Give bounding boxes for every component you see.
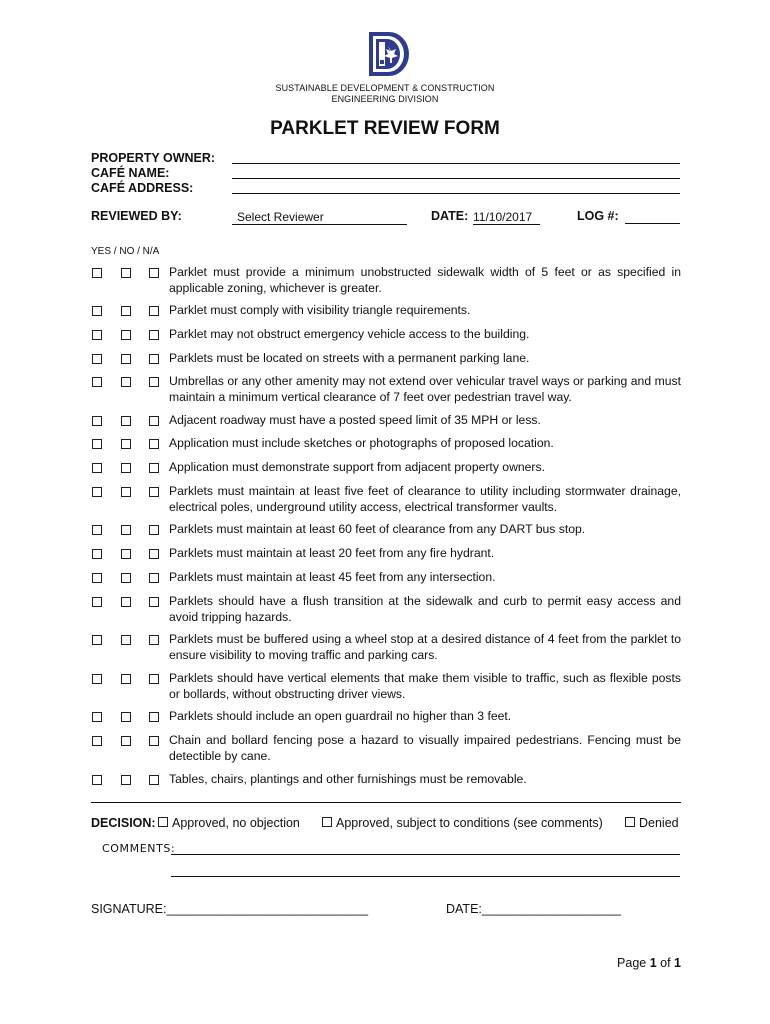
na-checkbox[interactable] (149, 736, 159, 746)
checklist-item-text: Parklets should have a flush transition at the sidewalk and curb to permit easy access and avoid tripping hazards. (169, 594, 681, 624)
no-checkbox[interactable] (121, 354, 131, 364)
yes-checkbox[interactable] (92, 463, 102, 473)
yes-checkbox[interactable] (92, 712, 102, 722)
decision-conditional-option[interactable] (322, 816, 603, 830)
comments-field-line-2[interactable] (171, 876, 680, 877)
denied-checkbox[interactable] (625, 817, 635, 827)
na-checkbox[interactable] (149, 549, 159, 559)
na-checkbox[interactable] (149, 439, 159, 449)
denied-option-label: Denied (639, 816, 679, 830)
page-total: 1 (674, 956, 681, 970)
division-name: ENGINEERING DIVISION (331, 94, 439, 104)
yes-no-na-header: YES / NO / N/A (91, 246, 160, 257)
checklist-item-text: Parklets should include an open guardrail no higher than 3 feet. (169, 709, 512, 723)
yes-checkbox[interactable] (92, 377, 102, 387)
conditional-option-label: Approved, subject to conditions (see comments) (336, 816, 603, 830)
log-number-field[interactable] (625, 223, 680, 224)
na-checkbox[interactable] (149, 377, 159, 387)
checklist-item-text: Parklets must maintain at least five feet of clearance to utility including stormwater drainage, electrical poles, underground utility access, electrical transformer vaults. (169, 484, 681, 514)
yes-checkbox[interactable] (92, 525, 102, 535)
no-checkbox[interactable] (121, 487, 131, 497)
no-checkbox[interactable] (121, 306, 131, 316)
na-checkbox[interactable] (149, 330, 159, 340)
no-checkbox[interactable] (121, 674, 131, 684)
yes-checkbox[interactable] (92, 597, 102, 607)
approved-checkbox[interactable] (158, 817, 168, 827)
page-current: 1 (649, 956, 657, 970)
checklist-item-text: Application must include sketches or photographs of proposed location. (169, 436, 554, 450)
no-checkbox[interactable] (121, 573, 131, 583)
checklist-item-text: Parklets must be buffered using a wheel stop at a desired distance of 4 feet from the parklet to ensure visibility to moving traffic and parking cars. (169, 632, 681, 662)
na-checkbox[interactable] (149, 597, 159, 607)
na-checkbox[interactable] (149, 463, 159, 473)
cafe-address-label: CAFÉ ADDRESS: (91, 181, 194, 195)
checklist-item-text: Parklets should have vertical elements that make them visible to traffic, such as flexible posts or bollards, without obstructing driver views. (169, 671, 681, 701)
signature-date-field[interactable]: DATE:____________________ (446, 902, 621, 916)
no-checkbox[interactable] (121, 330, 131, 340)
yes-checkbox[interactable] (92, 674, 102, 684)
checklist-item-text: Parklet must provide a minimum unobstructed sidewalk width of 5 feet or as specified in applicable zoning, whichever is greater. (169, 265, 681, 295)
no-checkbox[interactable] (121, 736, 131, 746)
na-checkbox[interactable] (149, 775, 159, 785)
yes-checkbox[interactable] (92, 635, 102, 645)
conditional-checkbox[interactable] (322, 817, 332, 827)
checklist-item-text: Umbrellas or any other amenity may not extend over vehicular travel ways or parking and must maintain a minimum vertical clearance of 7 feet over pedestrian travel way. (169, 374, 681, 404)
checklist-item-text: Adjacent roadway must have a posted speed limit of 35 MPH or less. (169, 413, 541, 427)
dallas-d-logo-icon (367, 30, 411, 78)
no-checkbox[interactable] (121, 775, 131, 785)
yes-checkbox[interactable] (92, 439, 102, 449)
log-label: LOG #: (577, 209, 619, 223)
na-checkbox[interactable] (149, 573, 159, 583)
na-checkbox[interactable] (149, 525, 159, 535)
na-checkbox[interactable] (149, 635, 159, 645)
date-label: DATE: (431, 209, 469, 223)
reviewed-by-label: REVIEWED BY: (91, 209, 182, 223)
page-separator: of (656, 956, 675, 970)
signature-field[interactable]: SIGNATURE:_____________________________ (91, 902, 369, 916)
yes-checkbox[interactable] (92, 306, 102, 316)
checklist-item-text: Parklet may not obstruct emergency vehicle access to the building. (169, 327, 530, 341)
decision-denied-option[interactable] (625, 816, 679, 830)
yes-checkbox[interactable] (92, 268, 102, 278)
na-checkbox[interactable] (149, 306, 159, 316)
decision-approved-option[interactable] (158, 816, 300, 830)
yes-checkbox[interactable] (92, 354, 102, 364)
comments-field-line-1[interactable] (171, 854, 680, 855)
checklist-item-text: Chain and bollard fencing pose a hazard to visually impaired pedestrians. Fencing must be detectible by cane. (169, 733, 681, 763)
decision-label (91, 816, 156, 830)
property-owner-field[interactable] (232, 163, 680, 164)
yes-checkbox[interactable] (92, 573, 102, 583)
na-checkbox[interactable] (149, 268, 159, 278)
no-checkbox[interactable] (121, 597, 131, 607)
no-checkbox[interactable] (121, 416, 131, 426)
property-owner-label: PROPERTY OWNER: (91, 151, 216, 165)
no-checkbox[interactable] (121, 377, 131, 387)
department-name: SUSTAINABLE DEVELOPMENT & CONSTRUCTION (275, 83, 495, 93)
no-checkbox[interactable] (121, 439, 131, 449)
no-checkbox[interactable] (121, 268, 131, 278)
page-prefix: Page (617, 956, 650, 970)
na-checkbox[interactable] (149, 487, 159, 497)
comments-label: COMMENTS: (102, 842, 176, 855)
date-field[interactable]: 11/10/2017 (473, 210, 540, 225)
section-divider (91, 802, 681, 803)
checklist-item-text: Parklets must maintain at least 60 feet of clearance from any DART bus stop. (169, 522, 586, 536)
yes-checkbox[interactable] (92, 736, 102, 746)
no-checkbox[interactable] (121, 549, 131, 559)
yes-checkbox[interactable] (92, 487, 102, 497)
form-title: PARKLET REVIEW FORM (270, 118, 500, 139)
no-checkbox[interactable] (121, 712, 131, 722)
checklist-item-text: Tables, chairs, plantings and other furnishings must be removable. (169, 772, 527, 786)
page-number (617, 956, 681, 970)
checklist-item-text: Application must demonstrate support from adjacent property owners. (169, 460, 545, 474)
approved-option-label: Approved, no objection (172, 816, 300, 830)
cafe-address-field[interactable] (232, 193, 680, 194)
cafe-name-label: CAFÉ NAME: (91, 166, 170, 180)
checklist-item-text: Parklets must be located on streets with a permanent parking lane. (169, 351, 530, 365)
yes-checkbox[interactable] (92, 775, 102, 785)
no-checkbox[interactable] (121, 463, 131, 473)
na-checkbox[interactable] (149, 416, 159, 426)
na-checkbox[interactable] (149, 354, 159, 364)
yes-checkbox[interactable] (92, 330, 102, 340)
checklist-item-text: Parklets must maintain at least 20 feet from any fire hydrant. (169, 546, 495, 560)
na-checkbox[interactable] (149, 674, 159, 684)
no-checkbox[interactable] (121, 525, 131, 535)
reviewer-select[interactable]: Select Reviewer (232, 210, 407, 225)
yes-checkbox[interactable] (92, 549, 102, 559)
checklist-item-text: Parklets must maintain at least 45 feet from any intersection. (169, 570, 496, 584)
decision-label-text: DECISION: (91, 816, 156, 830)
no-checkbox[interactable] (121, 635, 131, 645)
cafe-name-field[interactable] (232, 178, 680, 179)
na-checkbox[interactable] (149, 712, 159, 722)
yes-checkbox[interactable] (92, 416, 102, 426)
checklist-item-text: Parklet must comply with visibility triangle requirements. (169, 303, 471, 317)
